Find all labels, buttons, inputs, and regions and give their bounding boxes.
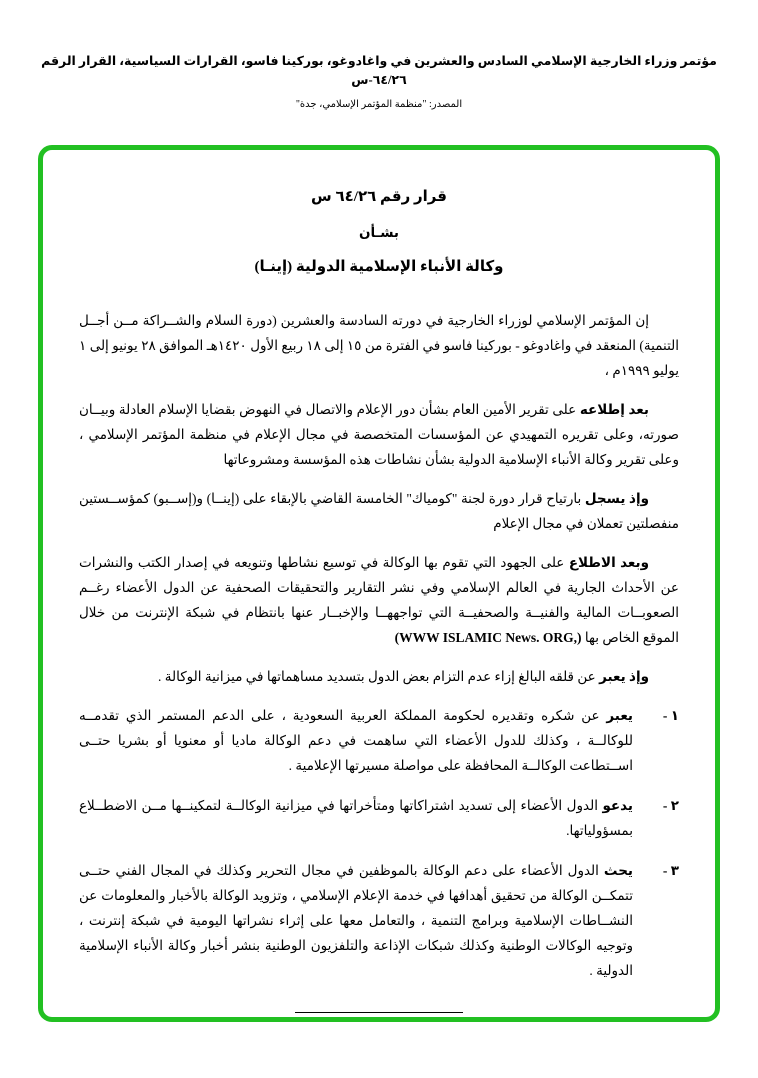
resolution-body <box>79 184 679 1013</box>
noting-with-satisfaction-paragraph <box>79 487 679 537</box>
preamble-text: إن المؤتمر الإسلامي لوزراء الخارجية في دورته السادسة والعشرين (دورة السلام والشــراكة مــن أجــل التنمية) المنعقد في واغادوغو - بوركينا فاسو في الفترة من ١٥ إلى ١٨ ربيع الأول ١٤٢٠هـ الموافق ٢٨ يونيو إلى ١ يوليو ١٩٩٩م ، <box>79 313 680 379</box>
clause-lead: وبعد الاطلاع <box>568 555 650 571</box>
clause-text: عن قلقه البالغ إزاء عدم التزام بعض الدول بتسديد مساهماتها في ميزانية الوكالة . <box>158 669 596 685</box>
having-reviewed-paragraph <box>79 398 679 473</box>
clause-text: على تقرير الأمين العام بشأن دور الإعلام والاتصال في النهوض بقضايا الإسلام العادلة وبيــان صورته، وعلى تقريره التمهيدي عن المؤسسات المتخصصة في مجال الإعلام في منظمة المؤتمر الإسلامي ، وعلى تقرير وكالة الأنباء الإسلامية الدولية بشأن نشاطات هذه المؤسسة ومشروعاتها <box>79 402 679 468</box>
website-url: (WWW ISLAMIC News. ORG,) <box>394 630 582 646</box>
operative-item-2 <box>79 794 679 844</box>
item-lead: يدعو <box>602 797 634 813</box>
resolution-frame <box>38 145 720 1022</box>
resolution-subject-title: وكالة الأنباء الإسلامية الدولية (إينـا) <box>254 258 504 275</box>
resolution-number-title: قرار رقم ٦٤/٢٦ س <box>311 189 447 205</box>
clause-lead: بعد إطلاعه <box>579 402 649 418</box>
resolution-regarding-label: بشـأن <box>358 224 399 240</box>
item-body <box>79 794 633 844</box>
item-text: عن شكره وتقديره لحكومة المملكة العربية السعودية ، على الدعم المستمر الذي تقدمــه للوكالــة ، وكذلك للدول الأعضاء التي ساهمت في دعم الوكالة ماديا أو معنويا أو بشريا حتــى اســتطاعت الوكالــة المحافظة على مواصلة مسيرتها الإعلامية . <box>79 708 633 773</box>
end-divider <box>295 1012 463 1013</box>
operative-item-3 <box>79 859 679 984</box>
expressing-concern-paragraph <box>79 665 679 690</box>
clause-text: على الجهود التي تقوم بها الوكالة في توسيع نشاطها وتنويعه في إصدار الكتب والنشرات عن الأحداث الجارية في العالم الإسلامي وفي نشر التقارير والتحقيقات الصحفية عن الدول الأعضاء رغــم الصعوبــات المالية والفنيــة والصحفيــة التي تواجههــا والإخبــار عنها بانتظام في شبكة الإنترنت من خلال الموقع الخاص بها <box>79 555 679 646</box>
preamble-paragraph <box>79 309 679 384</box>
document-source-note: المصدر: "منظمة المؤتمر الإسلامي، جدة" <box>295 98 463 110</box>
clause-lead: وإذ يعبر <box>599 669 649 685</box>
item-number: ٣ - <box>662 862 679 878</box>
having-examined-paragraph <box>79 551 679 651</box>
item-lead: يعبر <box>606 708 634 724</box>
item-text: الدول الأعضاء إلى تسديد اشتراكاتها ومتأخراتها في ميزانية الوكالــة لتمكينــها مــن الاضطــلاع بمسؤولياتها. <box>79 797 633 838</box>
item-number: ١ - <box>662 708 679 724</box>
item-body <box>79 859 633 984</box>
item-body <box>79 704 633 779</box>
item-text: الدول الأعضاء على دعم الوكالة بالموظفين في مجال التحرير وكذلك في المجال الفني حتــى تتمكــن الوكالة من تحقيق أهدافها في خدمة الإعلام الإسلامي ، وتزويد الوكالة بالأخبار والمعلومات عن النشــاطات الإسلامية وبرامج التنمية ، والتعامل معها على إثراء نشراتها اليومية في شبكة إنترنت ، وتوجيه الوكالات الوطنية وكذلك شبكات الإذاعة والتلفزيون الوطنية بنشر أخبار وكالة الأنباء الإسلامية الدولية . <box>79 862 633 978</box>
document-source-title: مؤتمر وزراء الخارجية الإسلامي السادس والعشرين في واغادوغو، بوركينا فاسو، القرارات السياسية، القرار الرقم ٦٤/٢٦-س <box>41 54 717 87</box>
resolution-title-block <box>79 184 679 281</box>
item-lead: يحث <box>603 862 633 878</box>
item-number: ٢ - <box>662 797 679 813</box>
page-header <box>0 0 758 110</box>
clause-text: بارتياح قرار دورة لجنة "كومياك" الخامسة القاضي بالإبقاء على (إينــا) و(إســبو) كمؤســستين منفصلتين تعملان في مجال الإعلام <box>79 491 679 532</box>
clause-lead: وإذ يسجل <box>584 491 649 507</box>
operative-item-1 <box>79 704 679 779</box>
